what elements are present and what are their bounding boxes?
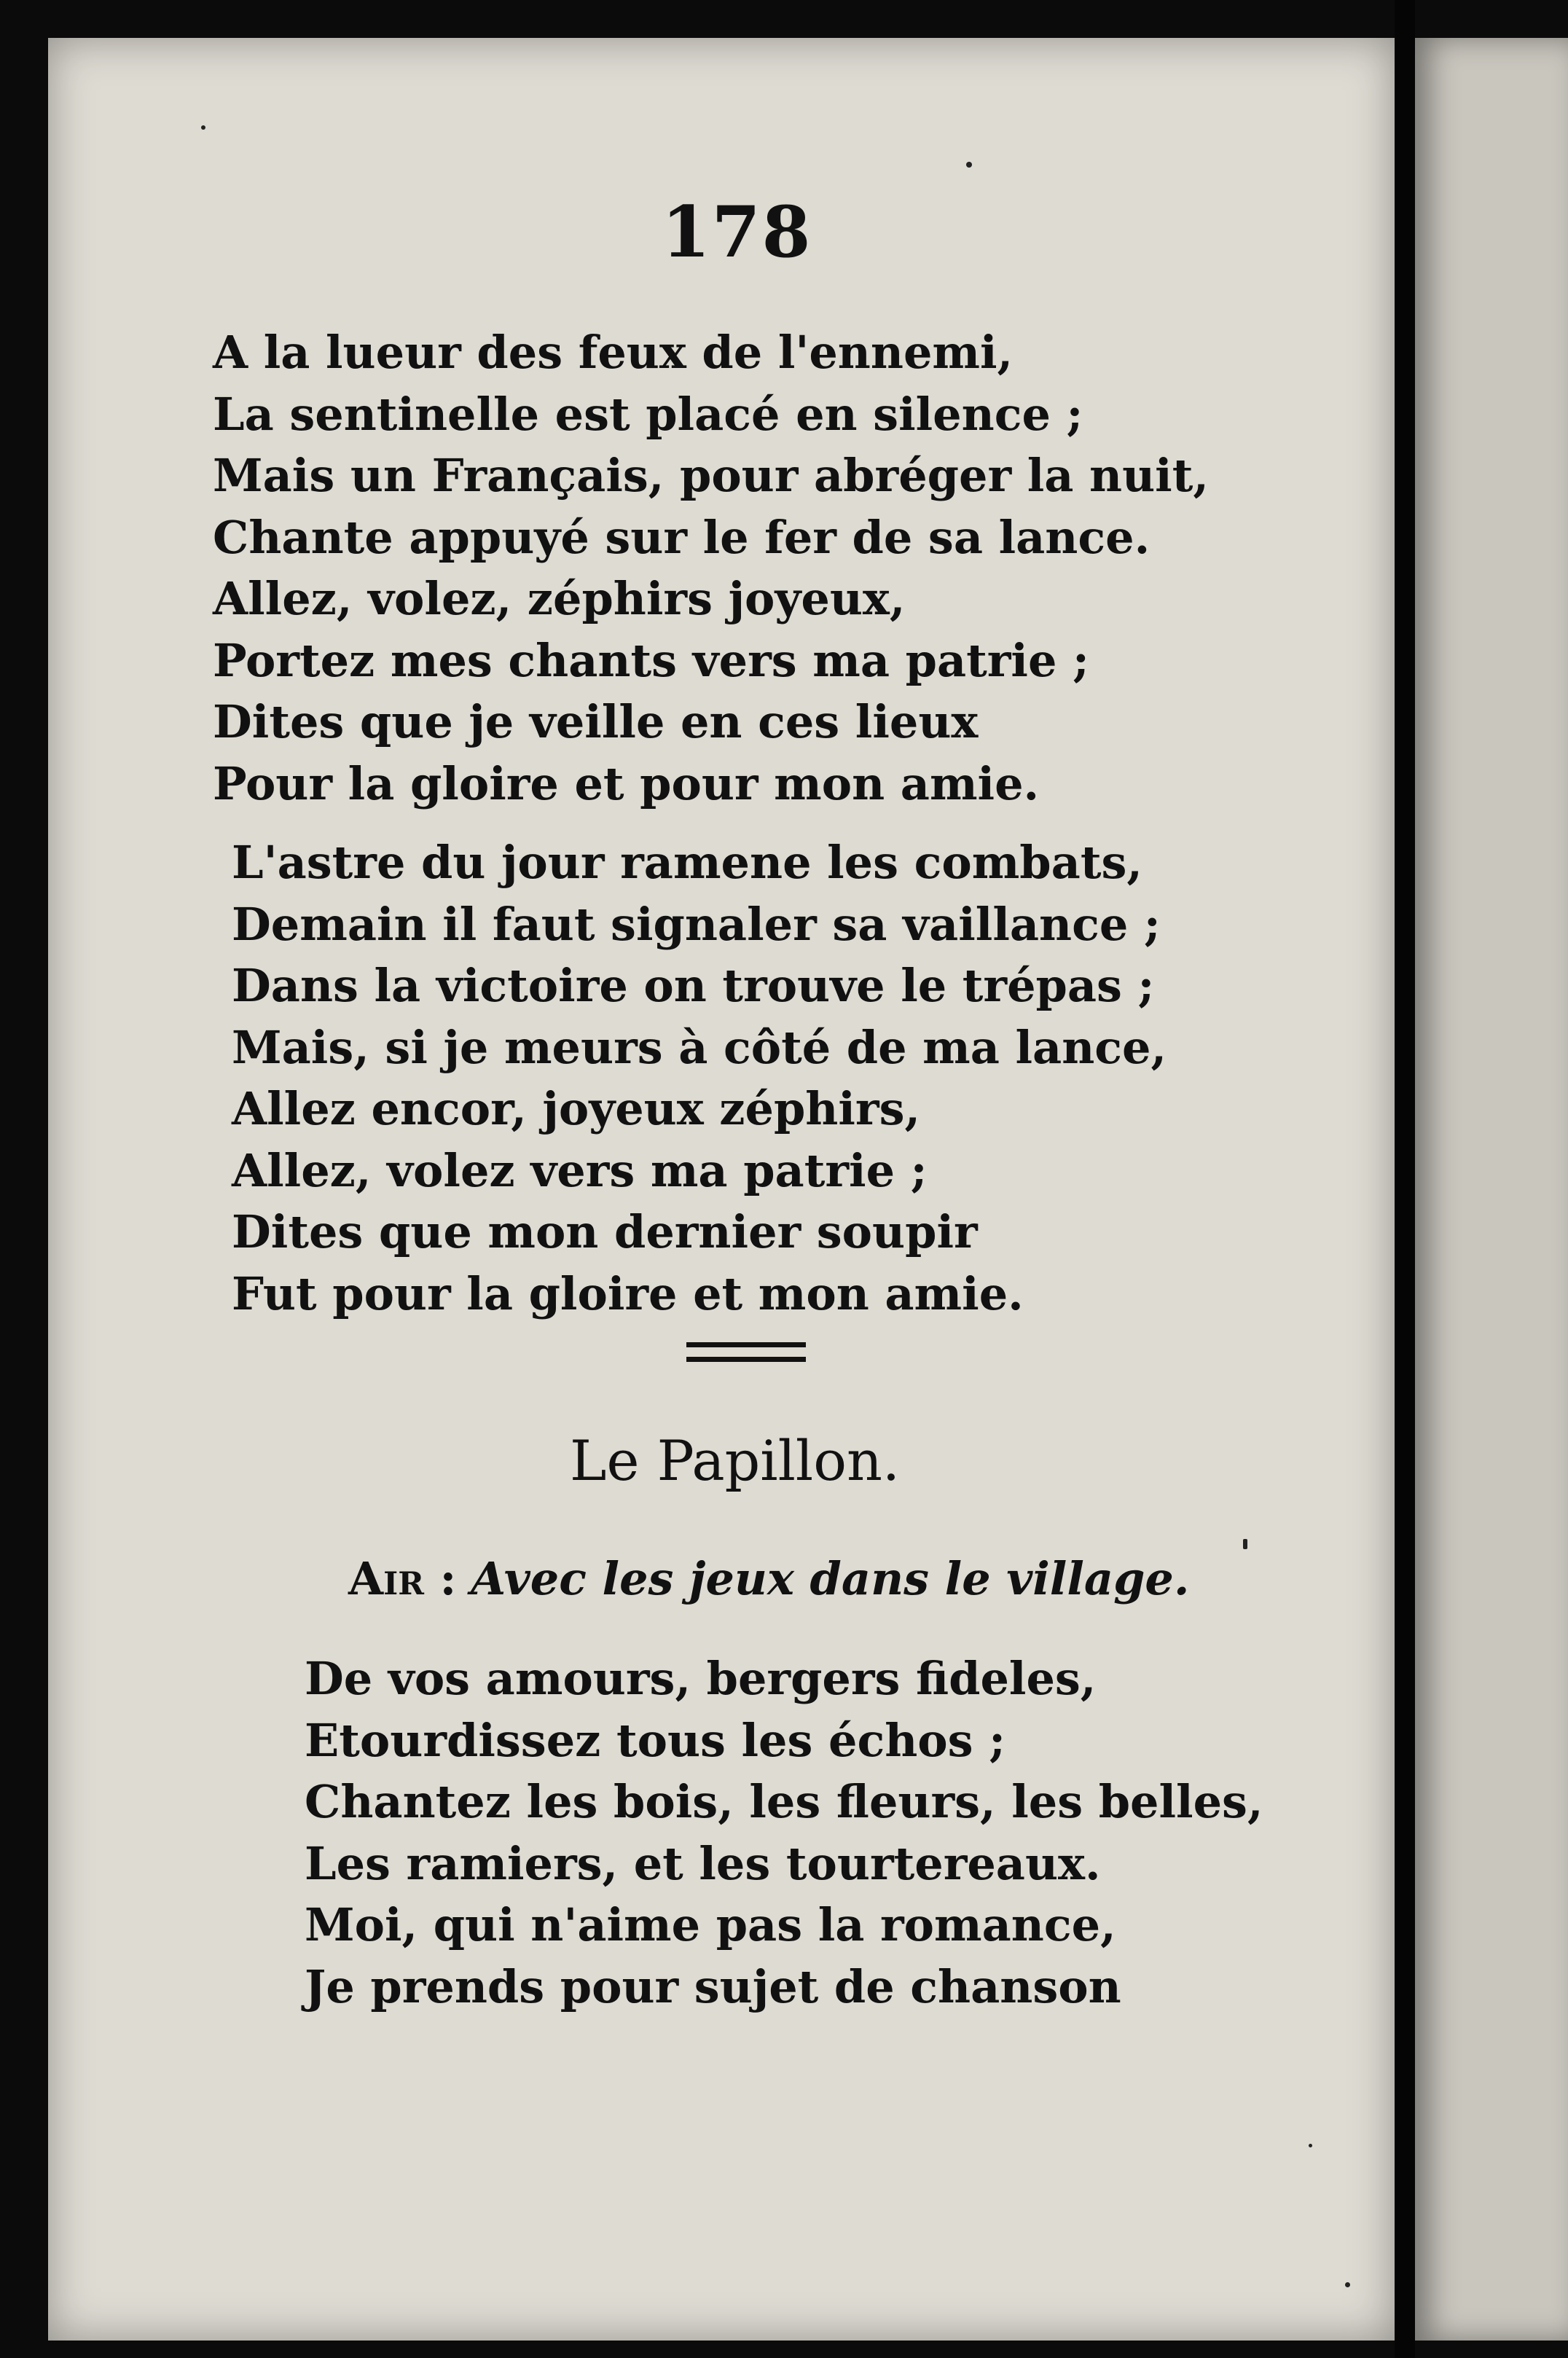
verse-line: Dites que je veille en ces lieux: [213, 695, 979, 748]
page-number: 178: [662, 191, 812, 273]
verse-line: Les ramiers, et les tourtereaux.: [305, 1836, 1101, 1890]
verse-line: Etourdissez tous les échos ;: [305, 1713, 1006, 1767]
verse-line: L'astre du jour ramene les combats,: [232, 836, 1142, 889]
verse-line: Dans la victoire on trouve le trépas ;: [232, 959, 1155, 1012]
verse-line: A la lueur des feux de l'ennemi,: [213, 326, 1014, 379]
verse-line: La sentinelle est placé en silence ;: [213, 387, 1083, 441]
verse-line: Pour la gloire et pour mon amie.: [213, 756, 1040, 810]
air-indication: [348, 1552, 1189, 1605]
book-gutter: [1395, 0, 1415, 2358]
stanza-1: [213, 322, 1209, 815]
verse-line: Chantez les bois, les fleurs, les belles,: [305, 1775, 1263, 1828]
paper-speck: [1309, 2144, 1312, 2147]
verse-line: Allez encor, joyeux zéphirs,: [232, 1082, 921, 1135]
paper-speck: [201, 125, 205, 130]
verse-line: Moi, qui n'aime pas la romance,: [305, 1898, 1116, 1951]
air-label: Air :: [348, 1552, 457, 1605]
song-title: Le Papillon.: [570, 1428, 901, 1493]
section-divider-bottom: [686, 1357, 806, 1362]
verse-line: De vos amours, bergers fideles,: [305, 1652, 1097, 1705]
paper-speck: [1345, 2282, 1350, 2287]
section-divider-top: [686, 1342, 806, 1347]
verse-line: Demain il faut signaler sa vaillance ;: [232, 897, 1161, 951]
song-stanza-1: [305, 1648, 1263, 2018]
verse-line: Chante appuyé sur le fer de sa lance.: [213, 510, 1150, 564]
verse-line: Dites que mon dernier soupir: [232, 1205, 978, 1258]
verse-line: Mais, si je meurs à côté de ma lance,: [232, 1020, 1167, 1074]
air-tune: Avec les jeux dans le village.: [471, 1552, 1190, 1605]
verse-line: Mais un Français, pour abréger la nuit,: [213, 449, 1209, 502]
verse-line: Allez, volez vers ma patrie ;: [232, 1143, 928, 1197]
paper-speck: [1243, 1539, 1247, 1549]
stanza-2: [232, 832, 1167, 1325]
paper-speck: [966, 162, 972, 168]
verse-line: Je prends pour sujet de chanson: [305, 1959, 1121, 2013]
verse-line: Fut pour la gloire et mon amie.: [232, 1266, 1024, 1320]
facing-page-edge: [1415, 38, 1568, 2341]
verse-line: Allez, volez, zéphirs joyeux,: [213, 572, 906, 625]
verse-line: Portez mes chants vers ma patrie ;: [213, 633, 1089, 687]
